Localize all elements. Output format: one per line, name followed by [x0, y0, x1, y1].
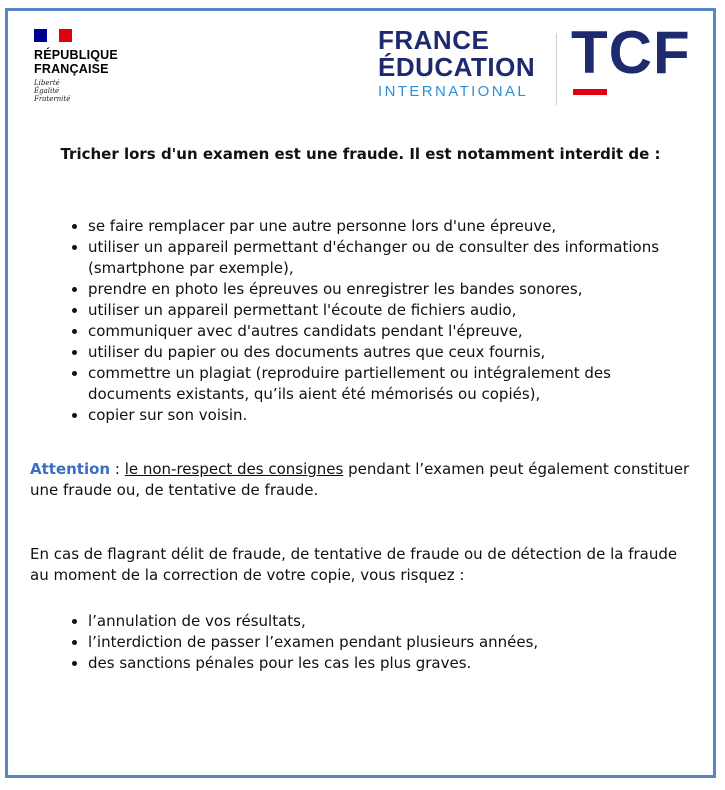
- rf-motto: [34, 79, 118, 103]
- motto-liberte: Liberté: [34, 79, 60, 87]
- motto-egalite: Égalité: [34, 87, 60, 95]
- fei-line3: INTERNATIONAL: [378, 83, 529, 100]
- list-item: • utiliser un appareil permettant d'échanger ou de consulter des informations (smartphone par exemple),: [88, 237, 693, 279]
- attention-separator: :: [110, 460, 125, 478]
- list-item: • prendre en photo les épreuves ou enregistrer les bandes sonores,: [88, 279, 693, 300]
- flagrant-paragraph: En cas de flagrant délit de fraude, de tentative de fraude ou de détection de la fraude au moment de la correction de votre copie, vous risquez :: [30, 545, 678, 584]
- attention-rest: pendant l’examen peut également constituer une fraude ou, de tentative de fraude.: [30, 460, 690, 499]
- prohibited-actions-list: [58, 216, 693, 426]
- list-item: • l’annulation de vos résultats,: [88, 611, 693, 632]
- france-education-international-logo: [378, 27, 535, 101]
- list-item: • utiliser un appareil permettant l'écoute de fichiers audio,: [88, 300, 693, 321]
- header: [8, 11, 713, 131]
- list-item: • copier sur son voisin.: [88, 405, 693, 426]
- tcf-red-bar: [573, 89, 607, 95]
- list-item: • l’interdiction de passer l’examen pendant plusieurs années,: [88, 632, 693, 653]
- page-heading: Tricher lors d'un examen est une fraude. Il est notamment interdit de :: [60, 145, 661, 163]
- notice-frame: [5, 8, 716, 778]
- tcf-logo: [571, 19, 691, 95]
- list-item: • communiquer avec d'autres candidats pendant l'épreuve,: [88, 321, 693, 342]
- list-item: • des sanctions pénales pour les cas les plus graves.: [88, 653, 693, 674]
- attention-label: Attention: [30, 460, 111, 478]
- rf-name-line1: RÉPUBLIQUE: [34, 48, 118, 62]
- tcf-logo-text: TCF: [571, 19, 691, 86]
- attention-underlined: le non-respect des consignes: [124, 460, 344, 478]
- french-flag-icon: [34, 29, 72, 42]
- list-item: • se faire remplacer par une autre personne lors d'une épreuve,: [88, 216, 693, 237]
- risks-list: [58, 611, 693, 674]
- motto-fraternite: Fraternité: [34, 95, 71, 103]
- fei-line1: FRANCE: [378, 25, 490, 55]
- attention-paragraph: [30, 459, 691, 501]
- logo-divider: [556, 33, 557, 105]
- rf-name-line2: FRANÇAISE: [34, 62, 109, 76]
- list-item: • utiliser du papier ou des documents autres que ceux fournis,: [88, 342, 693, 363]
- fei-line2: ÉDUCATION: [378, 52, 536, 82]
- list-item: • commettre un plagiat (reproduire partiellement ou intégralement des documents existants, qu’ils aient été mémorisés ou copiés),: [88, 363, 693, 405]
- republique-francaise-logo: [34, 29, 118, 103]
